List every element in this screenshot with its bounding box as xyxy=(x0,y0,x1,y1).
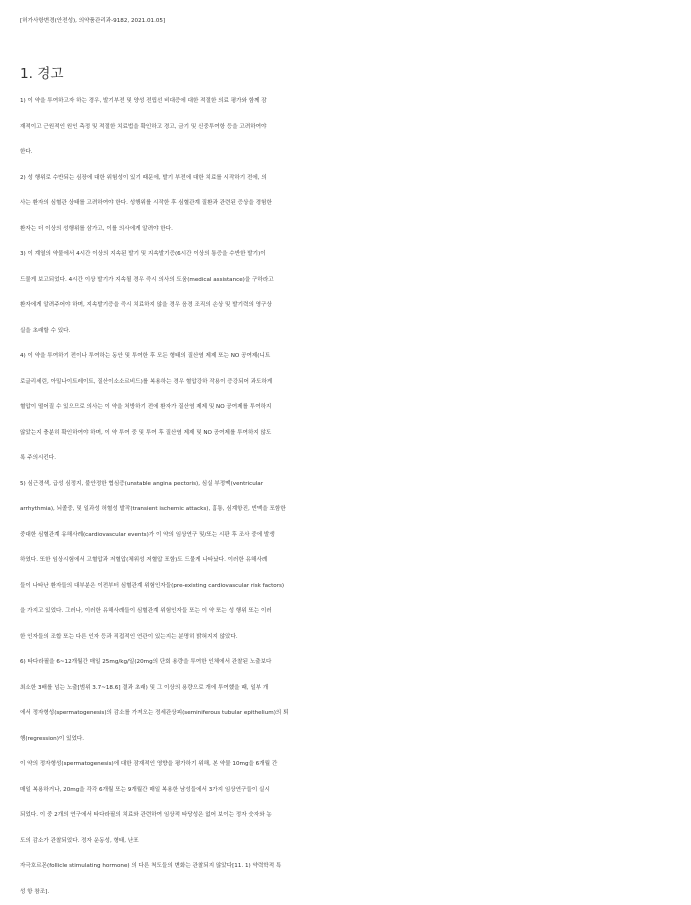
text-line: 5) 심근경색, 급성 심정지, 불안정한 협심증(unstable angina pectoris), 심실 부정맥(ventricular xyxy=(20,472,691,498)
text-line: 한다. xyxy=(20,140,691,166)
text-line: 중대한 심혈관계 유해사례(cardiovascular events)가 이 약의 임상연구 및/또는 시판 후 조사 중에 발생 xyxy=(20,523,691,549)
revision-header: [허가사항변경(안전성), 의약품관리과-9182, 2021.01.05] xyxy=(20,11,691,31)
text-line: 최소한 3배를 넘는 노출[범위 3.7~18.6] 결과 초래) 및 그 이상의 용량으로 개에 투여했을 때, 일부 개 xyxy=(20,676,691,702)
text-line: 매일 복용하거나, 20mg을 각각 6개월 또는 9개월간 매일 복용한 남성들에서 3가지 임상연구들이 실시 xyxy=(20,778,691,804)
text-line: 2) 성 행위로 수반되는 심장에 대한 위험성이 있기 때문에, 발기 부전에 대한 치료를 시작하기 전에, 의 xyxy=(20,166,691,192)
text-line: 4) 이 약을 투여하기 전이나 투여하는 동안 및 투여한 후 모든 형태의 질산염 제제 또는 NO 공여제(니트 xyxy=(20,344,691,370)
text-line: 혈압이 떨어질 수 있으므로 의사는 이 약을 처방하기 전에 환자가 질산염 제제 및 NO 공여제를 투여하지 xyxy=(20,395,691,421)
text-line: 않았는지 충분히 확인하여야 하며, 이 약 투여 중 및 투여 후 질산염 제제 및 NO 공여제를 투여하지 않도 xyxy=(20,421,691,447)
text-line: 드물게 보고되었다. 4시간 이상 발기가 지속될 경우 즉시 의사의 도움(medical assistance)을 구하라고 xyxy=(20,268,691,294)
text-line: arrhythmia), 뇌졸중, 및 일과성 허혈성 발작(transient ischemic attacks), 흉통, 심계항진, 빈맥을 포함한 xyxy=(20,497,691,523)
text-line: 성 항 참조]. xyxy=(20,880,691,905)
text-line: 자극호르몬(follicle stimulating hormone) 의 다른 척도들의 변화는 관찰되지 않았다[11. 1) 약력학적 특 xyxy=(20,854,691,880)
text-line: 6) 타다라필을 6~12개월간 매일 25mg/kg/일(20mg의 단회 용량을 투여한 인체에서 관찰된 노출보다 xyxy=(20,650,691,676)
text-line: 행(regression)이 있었다. xyxy=(20,727,691,753)
text-line: 한 인자들의 조합 또는 다른 인자 등과 직접적인 연관이 있는지는 분명히 밝혀지지 않았다. xyxy=(20,625,691,651)
text-line: 1) 이 약을 투여하고자 하는 경우, 발기부전 및 양성 전립선 비대증에 대한 적절한 의료 평가와 함께 잠 xyxy=(20,89,691,115)
warning-body xyxy=(20,89,691,905)
text-line: 에서 정자형성(spermatogenesis)의 감소를 가져오는 정세관상피(seminiferous tubular epithelium)의 퇴 xyxy=(20,701,691,727)
text-line: 사는 환자의 심혈관 상태를 고려하여야 한다. 성행위를 시작한 후 심혈관계 질환과 관련된 증상을 경험한 xyxy=(20,191,691,217)
text-line: 되었다. 이 중 2개의 연구에서 타다라필의 치료와 관련하여 임상적 타당성은 없어 보이는 정자 숫자와 농 xyxy=(20,803,691,829)
text-line: 이 약의 정자형성(spermatogenesis)에 대한 잠재적인 영향을 평가하기 위해, 본 약물 10mg을 6개월 간 xyxy=(20,752,691,778)
text-line: 환자는 더 이상의 성행위를 삼가고, 이를 의사에게 알려야 한다. xyxy=(20,217,691,243)
text-line: 환자에게 알려주어야 하며, 지속발기증을 즉시 치료하지 않을 경우 음경 조직의 손상 및 발기력의 영구상 xyxy=(20,293,691,319)
text-line: 실을 초래할 수 있다. xyxy=(20,319,691,345)
text-line: 록 주의시킨다. xyxy=(20,446,691,472)
text-line: 들이 나타난 환자들의 대부분은 이전부터 심혈관계 위험인자들(pre-existing cardiovascular risk factors) xyxy=(20,574,691,600)
text-line: 3) 이 계열의 약물에서 4시간 이상의 지속된 발기 및 지속발기증(6시간 이상의 통증을 수반한 발기)이 xyxy=(20,242,691,268)
section-title: 1. 경고 xyxy=(20,62,691,86)
text-line: 을 가지고 있었다. 그러나, 이러한 유해사례들이 심혈관계 위험인자들 또는 이 약 또는 성 행위 또는 이러 xyxy=(20,599,691,625)
text-line: 로글리세린, 아밀나이트레이트, 질산이소소르비드)를 복용하는 경우 혈압강하 작용이 증강되어 과도하게 xyxy=(20,370,691,396)
text-line: 하였다. 또한 임상시험에서 고혈압과 저혈압(체위성 저혈압 포함)도 드물게 나타났다. 이러한 유해사례 xyxy=(20,548,691,574)
text-line: 도의 감소가 관찰되었다. 정자 운동성, 형태, 난포 xyxy=(20,829,691,855)
text-line: 재적이고 근원적인 원인 측정 및 적절한 치료법을 확인하고 경고, 금기 및 신중투여항 등을 고려하여야 xyxy=(20,115,691,141)
